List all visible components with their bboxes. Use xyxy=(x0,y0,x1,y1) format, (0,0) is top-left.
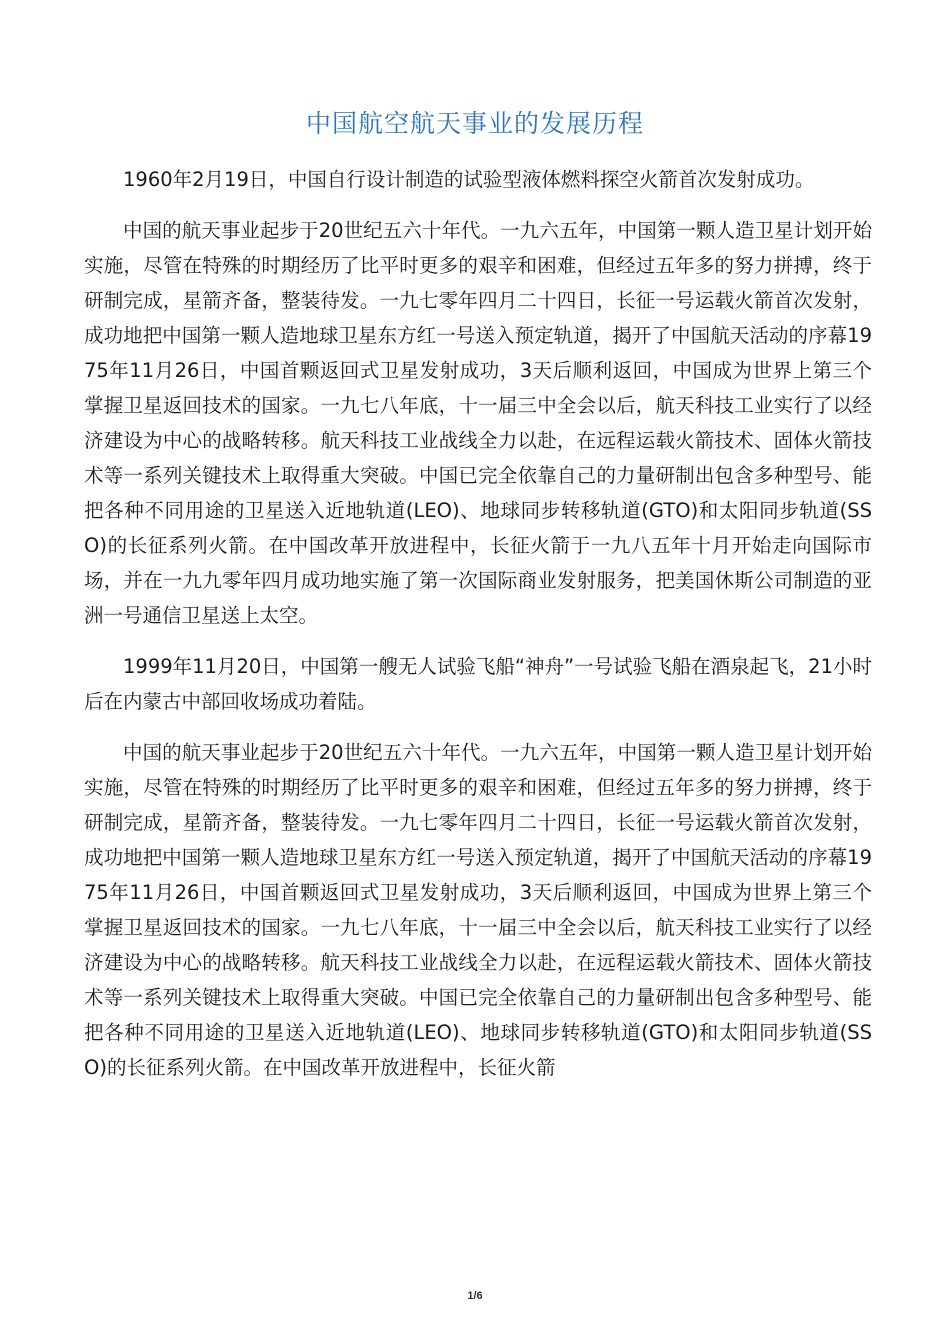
document-title: 中国航空航天事业的发展历程 xyxy=(305,109,644,138)
paragraph-2: 中国的航天事业起步于20世纪五六十年代。一九六五年，中国第一颗人造卫星计划开始实施，尽管在特殊的时期经历了比平时更多的艰辛和困难，但经过五年多的努力拼搏，终于研制完成，星箭齐备，整装待发。一九七零年四月二十四日，长征一号运载火箭首次发射，成功地把中国第一颗人造地球卫星东方红一号送入预定轨道，揭开了中国航天活动的序幕1975年11月26日，中国首颗返回式卫星发射成功，3天后顺利返回，中国成为世界上第三个掌握卫星返回技术的国家。一九七八年底，十一届三中全会以后，航天科技工业实行了以经济建设为中心的战略转移。航天科技工业战线全力以赴，在远程运载火箭技术、固体火箭技术等一系列关键技术上取得重大突破。中国已完全依靠自己的力量研制出包含多种型号、能把各种不同用途的卫星送入近地轨道(LEO)、地球同步转移轨道(GTO)和太阳同步轨道(SSO)的长征系列火箭。在中国改革开放进程中，长征火箭于一九八五年十月开始走向国际市场，并在一九九零年四月成功地实施了第一次国际商业发射服务，把美国休斯公司制造的亚洲一号通信卫星送上太空。 xyxy=(84,219,872,627)
paragraph-4: 中国的航天事业起步于20世纪五六十年代。一九六五年，中国第一颗人造卫星计划开始实施，尽管在特殊的时期经历了比平时更多的艰辛和困难，但经过五年多的努力拼搏，终于研制完成，星箭齐备，整装待发。一九七零年四月二十四日，长征一号运载火箭首次发射，成功地把中国第一颗人造地球卫星东方红一号送入预定轨道，揭开了中国航天活动的序幕1975年11月26日，中国首颗返回式卫星发射成功，3天后顺利返回，中国成为世界上第三个掌握卫星返回技术的国家。一九七八年底，十一届三中全会以后，航天科技工业实行了以经济建设为中心的战略转移。航天科技工业战线全力以赴，在远程运载火箭技术、固体火箭技术等一系列关键技术上取得重大突破。中国已完全依靠自己的力量研制出包含多种型号、能把各种不同用途的卫星送入近地轨道(LEO)、地球同步转移轨道(GTO)和太阳同步轨道(SSO)的长征系列火箭。在中国改革开放进程中，长征火箭 xyxy=(84,741,872,1079)
document-body xyxy=(84,162,872,1101)
paragraph-1: 1960年2月19日，中国自行设计制造的试验型液体燃料探空火箭首次发射成功。 xyxy=(123,168,815,191)
page-number: 1/6 xyxy=(467,1290,483,1302)
paragraph-3: 1999年11月20日，中国第一艘无人试验飞船“神舟”一号试验飞船在酒泉起飞，21小时后在内蒙古中部回收场成功着陆。 xyxy=(84,655,872,713)
